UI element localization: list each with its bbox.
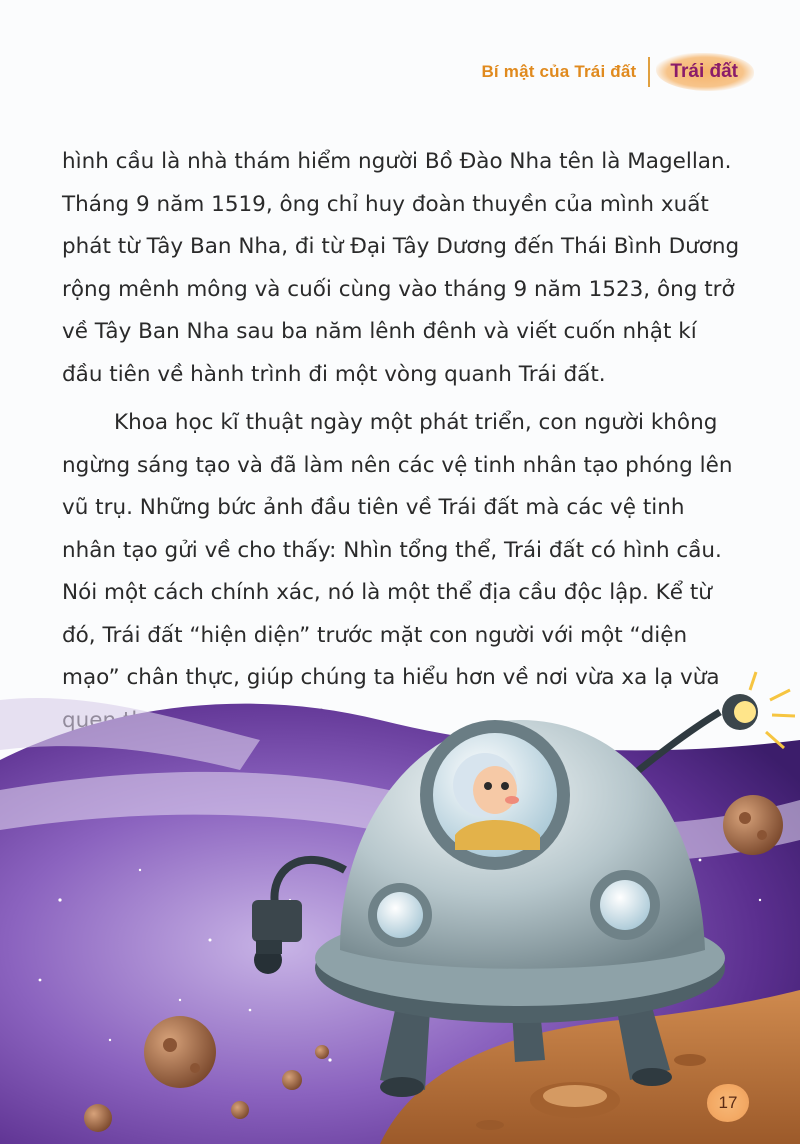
paragraph-text: Khoa học kĩ thuật ngày một phát triển, con người không ngừng sáng tạo và đã làm nên các vệ tinh nhân tạo phóng lên vũ trụ. Những bức ảnh đầu tiên về Trái đất mà các vệ tinh nhân tạo gửi về cho thấy: Nhìn tổng thể, Trái đất có hình cầu. Nói một cách chính xác, nó là một thể địa cầu độc lập. Kể từ đó, Trái đất “hiện diện” trước mặt con người với một “diện mạo” chân thực, giúp chúng ta hiểu hơn về nơi vừa xa lạ vừa [62,410,733,690]
page-number-text: 17 [718,1093,738,1112]
header-divider [648,57,650,87]
chapter-badge: Trái đất [660,57,748,87]
body-paragraph-1 [62,141,742,396]
paragraph-text: hình cầu là nhà thám hiểm người Bồ Đào Nha tên là Magellan. Tháng 9 năm 1519, ông chỉ huy đoàn thuyền của mình xuất phát từ Tây Ban Nha, đi từ Đại Tây Dương đến Thái Bình Dương rộng mênh mông và cuối cùng vào tháng 9 năm 1523, ông trở về Tây Ban Nha sau ba năm lênh đênh và viết cuốn nhật kí đầu tiên về hành trình đi một vòng quanh Trái đất. [62,149,740,387]
section-title: Bí mật của Trái đất [481,62,637,81]
page-number [707,1084,749,1122]
page-header [481,52,748,92]
space-illustration [0,660,800,1144]
